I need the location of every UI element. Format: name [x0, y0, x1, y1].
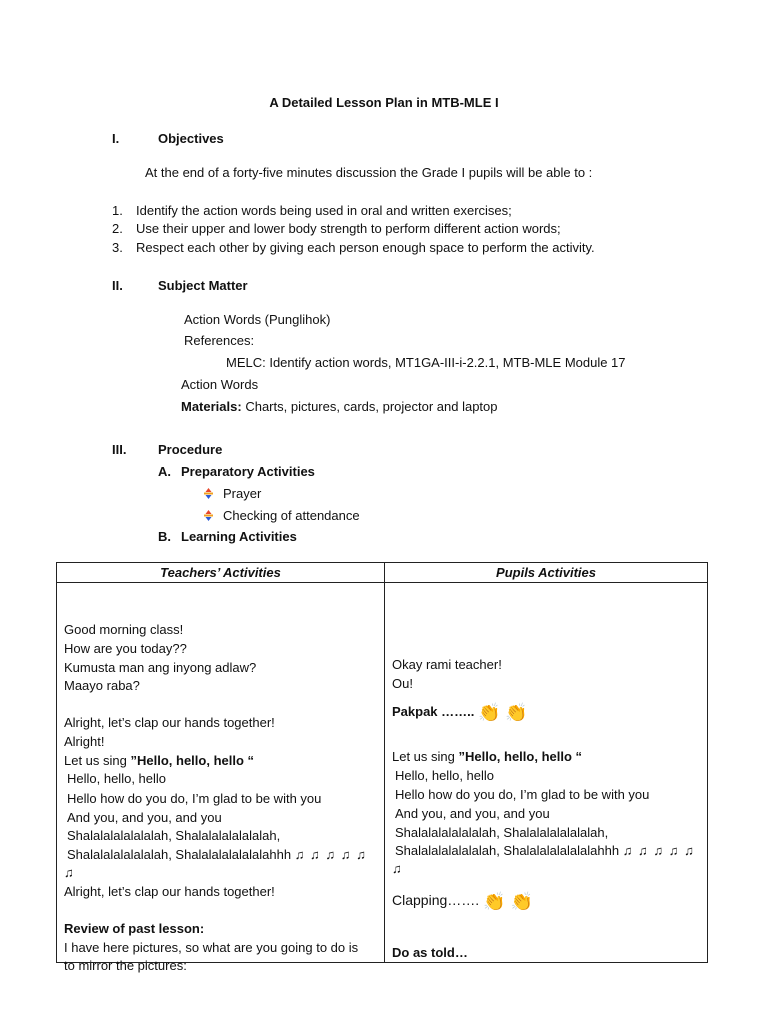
prep-item-label: Checking of attendance [223, 508, 360, 523]
pupil-song-line [392, 748, 582, 766]
section-b-label: B. [158, 529, 171, 544]
pupil-line: Ou! [392, 676, 413, 691]
teacher-notes-line [67, 846, 367, 864]
teacher-line: Maayo raba? [64, 678, 140, 693]
subject-topic: Action Words (Punglihok) [184, 312, 331, 327]
objective-item-1: Identify the action words being used in oral and written exercises; [136, 203, 512, 218]
pupil-line: Shalalalalalalalah, Shalalalalalalalah, [395, 825, 609, 840]
music-note-icon: ♫ [392, 861, 402, 876]
pupil-line: Let us sing [392, 749, 459, 764]
music-note-icon: ♫ [64, 865, 74, 880]
music-notes-icon: ♫ ♫ ♫ ♫ ♫ [294, 847, 367, 862]
pupil-activities-cell [385, 583, 708, 963]
materials-label: Materials: [181, 399, 242, 414]
section-b-heading: Learning Activities [181, 529, 297, 544]
pupil-line: Shalalalalalalalah, Shalalalalalalalahhh [395, 843, 620, 858]
teacher-line: Alright, let’s clap our hands together! [64, 715, 275, 730]
clapping-hands-icon: 👏 👏 [478, 702, 528, 723]
teacher-line: Hello, hello, hello [67, 771, 167, 786]
materials-line [181, 398, 498, 416]
arrow-bullet-icon [204, 510, 213, 521]
pupils-activities-header: Pupils Activities [385, 563, 708, 583]
song-title: ”Hello, hello, hello “ [130, 753, 255, 768]
table-row [57, 583, 708, 963]
prep-item-attendance [204, 507, 360, 525]
procedure-numeral: III. [112, 442, 127, 457]
prep-item-label: Prayer [223, 486, 262, 501]
section-a-label: A. [158, 464, 171, 479]
teacher-song-line [64, 752, 254, 770]
subject-matter-heading: Subject Matter [158, 278, 248, 293]
teacher-line: Let us sing [64, 753, 131, 768]
objectives-heading: Objectives [158, 131, 224, 146]
pupil-clap-line [392, 703, 528, 722]
teacher-line: Alright! [64, 734, 105, 749]
objective-number-2: 2. [112, 221, 123, 236]
objective-item-3: Respect each other by giving each person enough space to perform the activity. [136, 240, 595, 255]
section-a-heading: Preparatory Activities [181, 464, 315, 479]
clapping-hands-icon: 👏 👏 [483, 891, 533, 912]
melc-reference: MELC: Identify action words, MT1GA-III-i-2.2.1, MTB-MLE Module 17 [226, 355, 626, 370]
pupil-line: Okay rami teacher! [392, 657, 502, 672]
teacher-line: Alright, let’s clap our hands together! [64, 884, 275, 899]
objective-number-3: 3. [112, 240, 123, 255]
teacher-line: Hello how do you do, I’m glad to be with you [67, 791, 322, 806]
teacher-line: And you, and you, and you [67, 810, 222, 825]
materials-value: Charts, pictures, cards, projector and laptop [245, 399, 498, 414]
objective-number-1: 1. [112, 203, 123, 218]
subject-matter-numeral: II. [112, 278, 123, 293]
procedure-heading: Procedure [158, 442, 223, 457]
learning-activities-table [56, 562, 708, 973]
review-heading: Review of past lesson: [64, 921, 205, 936]
arrow-bullet-icon [204, 488, 213, 499]
prep-item-prayer [204, 485, 261, 503]
music-notes-icon: ♫ ♫ ♫ ♫ ♫ [622, 843, 695, 858]
teacher-line: Kumusta man ang inyong adlaw? [64, 660, 257, 675]
pupil-clapping-line [392, 891, 533, 910]
pupil-line: Pakpak …….. [392, 704, 475, 719]
song-title: ”Hello, hello, hello “ [458, 749, 583, 764]
teacher-line: Shalalalalalalalah, Shalalalalalalalahhh [67, 847, 292, 862]
teachers-activities-header: Teachers’ Activities [57, 563, 385, 583]
pupil-line: Hello, hello, hello [395, 768, 495, 783]
document-title: A Detailed Lesson Plan in MTB-MLE I [269, 95, 499, 110]
objective-item-2: Use their upper and lower body strength to perform different action words; [136, 221, 561, 236]
teacher-activities-cell [57, 583, 385, 973]
pupil-notes-line [395, 842, 695, 860]
teacher-line: to mirror the pictures: [64, 958, 187, 973]
teacher-line: Good morning class! [64, 622, 184, 637]
pupil-line: Hello how do you do, I’m glad to be with you [395, 787, 650, 802]
objectives-intro: At the end of a forty-five minutes discussion the Grade I pupils will be able to : [145, 165, 593, 180]
teacher-line: I have here pictures, so what are you going to do is [64, 940, 359, 955]
objectives-numeral: I. [112, 131, 120, 146]
pupil-line: Do as told… [392, 945, 468, 960]
action-words-label: Action Words [181, 377, 259, 392]
references-label: References: [184, 333, 255, 348]
teacher-line: Shalalalalalalalah, Shalalalalalalalah, [67, 828, 281, 843]
pupil-line: And you, and you, and you [395, 806, 550, 821]
pupil-line: Clapping……. [392, 892, 480, 908]
table-header-row [57, 563, 708, 583]
teacher-line: How are you today?? [64, 641, 187, 656]
